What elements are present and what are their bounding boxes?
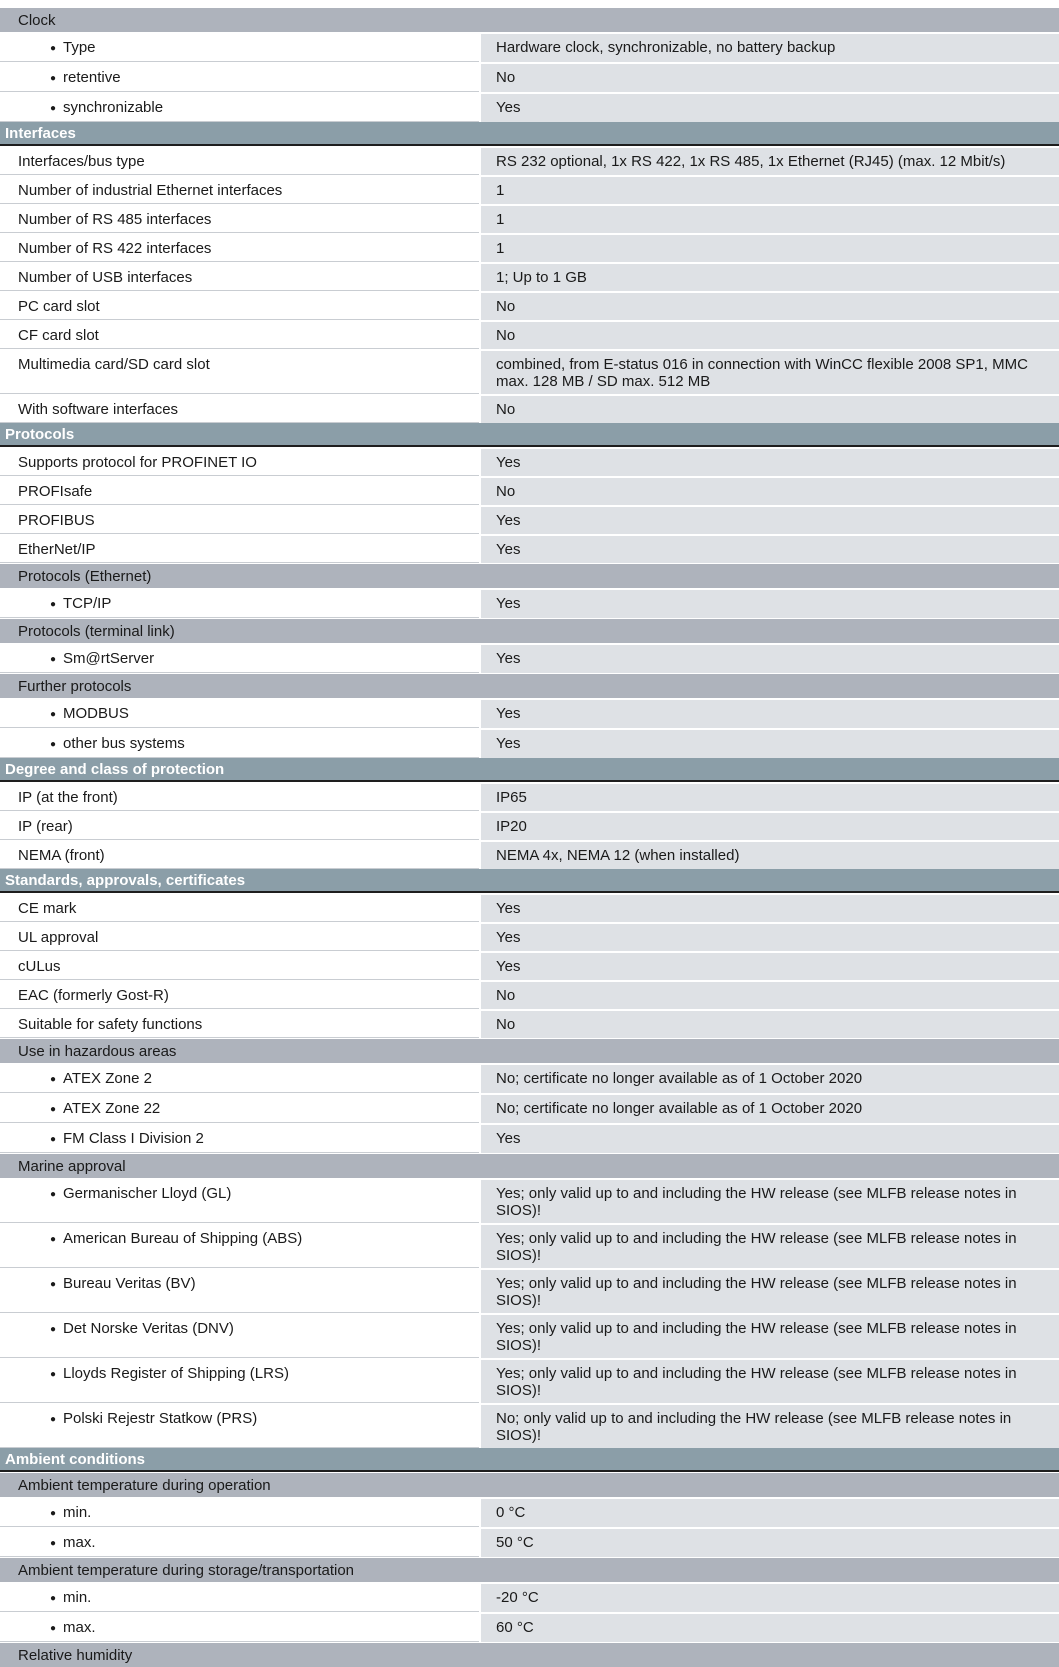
spec-label: min. (63, 1504, 92, 1521)
spec-label-cell (0, 924, 479, 951)
spec-value: Yes (481, 590, 1059, 618)
spec-value: -20 °C (481, 1584, 1059, 1612)
spec-row (0, 700, 1059, 728)
spec-label-cell (0, 1315, 479, 1358)
spec-row (0, 1270, 1059, 1313)
spec-value: Yes (481, 730, 1059, 758)
spec-row (0, 645, 1059, 673)
subgroup-header-ambient-temperature-during-operation (0, 1473, 1059, 1497)
spec-label-cell (0, 730, 479, 758)
spec-value: Yes (481, 1125, 1059, 1153)
spec-value: 1 (481, 235, 1059, 262)
spec-label: Type (63, 39, 96, 56)
spec-label-cell (0, 293, 479, 320)
spec-row (0, 730, 1059, 758)
spec-value: NEMA 4x, NEMA 12 (when installed) (481, 842, 1059, 869)
spec-label: Bureau Veritas (BV) (63, 1275, 196, 1292)
spec-label-cell (0, 1614, 479, 1642)
section-title: Interfaces (5, 124, 76, 142)
spec-label-cell (0, 953, 479, 980)
spec-value: Yes; only valid up to and including the HW release (see MLFB release notes in SIOS)! (481, 1315, 1059, 1358)
spec-row (0, 177, 1059, 204)
spec-label-cell (0, 536, 479, 563)
spec-label: other bus systems (63, 735, 185, 752)
subgroup-title: Ambient temperature during storage/transportation (18, 1561, 355, 1579)
spec-label-cell (0, 94, 479, 122)
spec-value: 0 °C (481, 1499, 1059, 1527)
spec-row (0, 1011, 1059, 1038)
spec-label: EAC (formerly Gost-R) (18, 987, 169, 1004)
subgroup-header-ambient-temperature-during-storage-transportation (0, 1558, 1059, 1582)
spec-label: synchronizable (63, 99, 164, 116)
spec-row (0, 895, 1059, 922)
spec-label: IP (rear) (18, 818, 73, 835)
section-header-interfaces (0, 122, 1059, 146)
spec-label-cell (0, 895, 479, 922)
spec-value: No (481, 293, 1059, 320)
spec-label: retentive (63, 69, 121, 86)
spec-value: Yes (481, 924, 1059, 951)
spec-label: Suitable for safety functions (18, 1016, 203, 1033)
spec-value: IP65 (481, 784, 1059, 811)
spec-label-cell (0, 64, 479, 92)
bullet-icon: ● (50, 43, 57, 54)
spec-value: combined, from E-status 016 in connection with WinCC flexible 2008 SP1, MMC max. 128 MB / SD max. 512 MB (481, 351, 1059, 394)
spec-label-cell (0, 351, 479, 394)
spec-value: No (481, 478, 1059, 505)
spec-label-cell (0, 645, 479, 673)
spec-row (0, 813, 1059, 840)
spec-value: 1; Up to 1 GB (481, 264, 1059, 291)
spec-label-cell (0, 1499, 479, 1527)
spec-value: No; only valid up to and including the HW release (see MLFB release notes in SIOS)! (481, 1405, 1059, 1448)
spec-label-cell (0, 813, 479, 840)
spec-row (0, 1405, 1059, 1448)
spec-label: Multimedia card/SD card slot (18, 356, 210, 373)
spec-row (0, 1125, 1059, 1153)
spec-label-cell (0, 784, 479, 811)
spec-row (0, 1529, 1059, 1557)
bullet-icon: ● (50, 1324, 57, 1335)
spec-label: PROFIBUS (18, 512, 95, 529)
spec-value: Yes; only valid up to and including the HW release (see MLFB release notes in SIOS)! (481, 1225, 1059, 1268)
spec-row (0, 507, 1059, 534)
section-header-degree-and-class-of-protection (0, 758, 1059, 782)
spec-row (0, 1315, 1059, 1358)
spec-row (0, 322, 1059, 349)
bullet-icon: ● (50, 1538, 57, 1549)
bullet-icon: ● (50, 1234, 57, 1245)
bullet-icon: ● (50, 654, 57, 665)
spec-row (0, 1584, 1059, 1612)
spec-row (0, 351, 1059, 394)
spec-label: max. (63, 1534, 96, 1551)
spec-label-cell (0, 396, 479, 423)
spec-row (0, 784, 1059, 811)
spec-label: Det Norske Veritas (DNV) (63, 1320, 234, 1337)
spec-row (0, 536, 1059, 563)
spec-label: cULus (18, 958, 61, 975)
spec-value: No (481, 64, 1059, 92)
spec-row (0, 449, 1059, 476)
spec-label: FM Class I Division 2 (63, 1130, 204, 1147)
spec-value: No; certificate no longer available as of 1 October 2020 (481, 1065, 1059, 1093)
subgroup-title: Relative humidity (18, 1646, 133, 1664)
spec-value: Yes (481, 536, 1059, 563)
spec-label-cell (0, 478, 479, 505)
spec-label-cell (0, 1225, 479, 1268)
spec-row (0, 1614, 1059, 1642)
subgroup-title: Marine approval (18, 1157, 126, 1175)
bullet-icon: ● (50, 1623, 57, 1634)
spec-row (0, 1499, 1059, 1527)
spec-label: Sm@rtServer (63, 650, 155, 667)
spec-row (0, 1095, 1059, 1123)
spec-label-cell (0, 322, 479, 349)
spec-row (0, 34, 1059, 62)
spec-value: Yes; only valid up to and including the HW release (see MLFB release notes in SIOS)! (481, 1270, 1059, 1313)
spec-label: CF card slot (18, 327, 99, 344)
spec-value: Yes (481, 700, 1059, 728)
subgroup-header-further-protocols (0, 674, 1059, 698)
spec-value: 1 (481, 206, 1059, 233)
spec-value: No (481, 1011, 1059, 1038)
bullet-icon: ● (50, 1134, 57, 1145)
spec-value: Yes (481, 449, 1059, 476)
spec-label-cell (0, 1125, 479, 1153)
spec-table (0, 7, 1059, 1667)
spec-label-cell (0, 1095, 479, 1123)
spec-row (0, 235, 1059, 262)
subgroup-header-marine-approval (0, 1154, 1059, 1178)
spec-label: Number of USB interfaces (18, 269, 193, 286)
bullet-icon: ● (50, 73, 57, 84)
spec-value: No; certificate no longer available as of 1 October 2020 (481, 1095, 1059, 1123)
spec-label-cell (0, 34, 479, 62)
spec-value: IP20 (481, 813, 1059, 840)
spec-row (0, 206, 1059, 233)
bullet-icon: ● (50, 599, 57, 610)
bullet-icon: ● (50, 1508, 57, 1519)
subgroup-title: Protocols (Ethernet) (18, 567, 152, 585)
spec-label: With software interfaces (18, 401, 179, 418)
spec-row (0, 293, 1059, 320)
subgroup-title: Clock (18, 11, 56, 29)
section-title: Degree and class of protection (5, 760, 225, 778)
bullet-icon: ● (50, 1189, 57, 1200)
subgroup-header-relative-humidity (0, 1643, 1059, 1667)
spec-row (0, 148, 1059, 175)
spec-label-cell (0, 1584, 479, 1612)
subgroup-title: Further protocols (18, 677, 132, 695)
spec-label: Lloyds Register of Shipping (LRS) (63, 1365, 289, 1382)
spec-label: Number of RS 422 interfaces (18, 240, 212, 257)
bullet-icon: ● (50, 1279, 57, 1290)
spec-label: CE mark (18, 900, 77, 917)
section-header-protocols (0, 423, 1059, 447)
spec-label-cell (0, 1360, 479, 1403)
section-header-ambient-conditions (0, 1448, 1059, 1472)
spec-label-cell (0, 507, 479, 534)
section-title: Ambient conditions (5, 1450, 145, 1468)
spec-label: Number of RS 485 interfaces (18, 211, 212, 228)
spec-value: Hardware clock, synchronizable, no battery backup (481, 34, 1059, 62)
section-title: Protocols (5, 425, 75, 443)
spec-label: ATEX Zone 2 (63, 1070, 152, 1087)
spec-label: Interfaces/bus type (18, 153, 145, 170)
spec-label-cell (0, 700, 479, 728)
spec-value: RS 232 optional, 1x RS 422, 1x RS 485, 1x Ethernet (RJ45) (max. 12 Mbit/s) (481, 148, 1059, 175)
spec-value: 60 °C (481, 1614, 1059, 1642)
spec-label: PC card slot (18, 298, 100, 315)
spec-label-cell (0, 1065, 479, 1093)
spec-value: 1 (481, 177, 1059, 204)
spec-label-cell (0, 590, 479, 618)
spec-value: Yes; only valid up to and including the HW release (see MLFB release notes in SIOS)! (481, 1360, 1059, 1403)
bullet-icon: ● (50, 709, 57, 720)
spec-label-cell (0, 1180, 479, 1223)
subgroup-title: Ambient temperature during operation (18, 1476, 271, 1494)
spec-label-cell (0, 1405, 479, 1448)
spec-value: Yes; only valid up to and including the HW release (see MLFB release notes in SIOS)! (481, 1180, 1059, 1223)
spec-label: UL approval (18, 929, 99, 946)
spec-value: No (481, 982, 1059, 1009)
spec-label-cell (0, 264, 479, 291)
spec-row (0, 64, 1059, 92)
subgroup-title: Protocols (terminal link) (18, 622, 175, 640)
spec-value: Yes (481, 895, 1059, 922)
spec-label: MODBUS (63, 705, 129, 722)
bullet-icon: ● (50, 103, 57, 114)
spec-row (0, 478, 1059, 505)
spec-value: Yes (481, 507, 1059, 534)
spec-label-cell (0, 177, 479, 204)
bullet-icon: ● (50, 1414, 57, 1425)
spec-row (0, 1225, 1059, 1268)
spec-row (0, 982, 1059, 1009)
spec-row (0, 590, 1059, 618)
spec-label-cell (0, 148, 479, 175)
spec-label: ATEX Zone 22 (63, 1100, 161, 1117)
spec-label-cell (0, 1011, 479, 1038)
spec-label: Number of industrial Ethernet interfaces (18, 182, 283, 199)
spec-label-cell (0, 842, 479, 869)
spec-label: Supports protocol for PROFINET IO (18, 454, 257, 471)
spec-row (0, 396, 1059, 423)
spec-value: Yes (481, 953, 1059, 980)
spec-row (0, 1180, 1059, 1223)
spec-row (0, 94, 1059, 122)
subgroup-title: Use in hazardous areas (18, 1042, 177, 1060)
spec-label-cell (0, 206, 479, 233)
section-header-standards-approvals-certificates (0, 869, 1059, 893)
spec-row (0, 1065, 1059, 1093)
spec-value: 50 °C (481, 1529, 1059, 1557)
spec-label: max. (63, 1619, 96, 1636)
bullet-icon: ● (50, 1074, 57, 1085)
subgroup-header-use-in-hazardous-areas (0, 1039, 1059, 1063)
section-title: Standards, approvals, certificates (5, 871, 246, 889)
spec-label-cell (0, 1529, 479, 1557)
spec-value: Yes (481, 645, 1059, 673)
spec-row (0, 953, 1059, 980)
spec-value: Yes (481, 94, 1059, 122)
spec-label: min. (63, 1589, 92, 1606)
spec-row (0, 264, 1059, 291)
spec-row (0, 1360, 1059, 1403)
bullet-icon: ● (50, 1369, 57, 1380)
spec-row (0, 924, 1059, 951)
spec-label: Germanischer Lloyd (GL) (63, 1185, 232, 1202)
spec-label: PROFIsafe (18, 483, 93, 500)
spec-label: TCP/IP (63, 595, 112, 612)
bullet-icon: ● (50, 1593, 57, 1604)
bullet-icon: ● (50, 1104, 57, 1115)
spec-label-cell (0, 982, 479, 1009)
subgroup-header-clock (0, 8, 1059, 32)
spec-label: EtherNet/IP (18, 541, 96, 558)
spec-label-cell (0, 449, 479, 476)
spec-value: No (481, 322, 1059, 349)
subgroup-header-protocols-ethernet (0, 564, 1059, 588)
bullet-icon: ● (50, 739, 57, 750)
spec-value: No (481, 396, 1059, 423)
spec-label: Polski Rejestr Statkow (PRS) (63, 1410, 258, 1427)
spec-row (0, 842, 1059, 869)
spec-label: American Bureau of Shipping (ABS) (63, 1230, 303, 1247)
subgroup-header-protocols-terminal-link (0, 619, 1059, 643)
spec-label-cell (0, 235, 479, 262)
spec-label: NEMA (front) (18, 847, 105, 864)
spec-label-cell (0, 1270, 479, 1313)
spec-label: IP (at the front) (18, 789, 118, 806)
